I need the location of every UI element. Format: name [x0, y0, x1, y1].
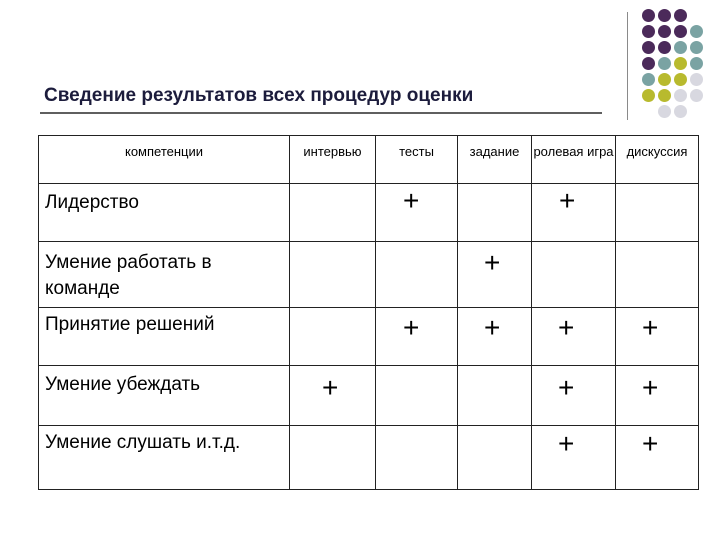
plus-mark: + — [403, 185, 420, 216]
decor-dot — [642, 25, 655, 38]
decor-dot — [658, 9, 671, 22]
table-header-row — [39, 136, 699, 184]
header-role-play: ролевая игра — [533, 144, 614, 159]
plus-mark: + — [322, 372, 339, 403]
table-cell — [532, 366, 616, 426]
table-cell — [376, 426, 458, 490]
decor-dot — [690, 73, 703, 86]
table-row — [39, 308, 699, 366]
plus-mark: + — [558, 428, 575, 459]
table-cell — [376, 366, 458, 426]
plus-mark: + — [403, 312, 420, 343]
header-tests: тесты — [399, 144, 434, 159]
decor-dot — [674, 41, 687, 54]
table-cell — [376, 242, 458, 308]
decor-dot — [674, 9, 687, 22]
decor-dot — [674, 89, 687, 102]
table-cell — [290, 242, 376, 308]
plus-mark: + — [642, 312, 659, 343]
row-label-cell — [39, 242, 290, 308]
decor-dot — [674, 57, 687, 70]
table-cell — [458, 366, 532, 426]
table-cell — [458, 308, 532, 366]
row-label-cell — [39, 426, 290, 490]
decor-dot — [642, 73, 655, 86]
header-cell — [290, 136, 376, 184]
decor-dot — [658, 25, 671, 38]
table-cell — [458, 242, 532, 308]
row-label: Принятие решений — [45, 314, 215, 335]
table-cell — [290, 426, 376, 490]
table-cell — [532, 426, 616, 490]
decor-dot — [642, 9, 655, 22]
row-label: Лидерство — [45, 192, 139, 213]
row-label-cell — [39, 366, 290, 426]
decor-dot — [642, 89, 655, 102]
plus-mark: + — [558, 372, 575, 403]
decor-dot — [674, 73, 687, 86]
table-cell — [376, 308, 458, 366]
decor-dot — [658, 105, 671, 118]
header-cell — [39, 136, 290, 184]
decor-dot — [690, 57, 703, 70]
plus-mark: + — [484, 312, 501, 343]
table-row — [39, 426, 699, 490]
plus-mark: + — [559, 185, 576, 216]
header-cell — [532, 136, 616, 184]
decor-dot-grid — [636, 9, 720, 117]
decor-dot — [658, 41, 671, 54]
table-cell — [376, 184, 458, 242]
decor-dot — [642, 41, 655, 54]
plus-mark: + — [484, 247, 501, 278]
decor-dot — [658, 57, 671, 70]
table-row — [39, 242, 699, 308]
title-underline — [40, 112, 602, 114]
decor-dot — [674, 25, 687, 38]
assessment-table — [38, 135, 699, 490]
header-cell — [616, 136, 699, 184]
table-cell — [616, 426, 699, 490]
header-interview: интервью — [303, 144, 362, 159]
header-task: задание — [469, 144, 520, 159]
plus-mark: + — [642, 428, 659, 459]
decor-dot — [674, 105, 687, 118]
table-cell — [616, 242, 699, 308]
header-competencies: компетенции — [124, 144, 204, 159]
header-discussion: дискуссия — [626, 144, 688, 159]
row-label: Умение слушать и.т.д. — [45, 432, 241, 453]
table-cell — [616, 366, 699, 426]
header-cell — [458, 136, 532, 184]
decor-vertical-line — [627, 12, 628, 120]
table-cell — [458, 426, 532, 490]
table-cell — [290, 366, 376, 426]
plus-mark: + — [642, 372, 659, 403]
decor-dot — [642, 57, 655, 70]
table-cell — [290, 184, 376, 242]
table-cell — [616, 308, 699, 366]
row-label: Умение работать в команде — [45, 252, 212, 299]
decor-dot — [690, 25, 703, 38]
decor-dot — [658, 89, 671, 102]
row-label-cell — [39, 184, 290, 242]
table-row — [39, 366, 699, 426]
decor-dot — [690, 41, 703, 54]
table-cell — [290, 308, 376, 366]
table-cell — [616, 184, 699, 242]
table-cell — [458, 184, 532, 242]
table-cell — [532, 242, 616, 308]
header-cell — [376, 136, 458, 184]
table-row — [39, 184, 699, 242]
decor-dot — [658, 73, 671, 86]
row-label: Умение убеждать — [45, 374, 201, 395]
plus-mark: + — [558, 312, 575, 343]
decor-dot — [690, 89, 703, 102]
table-cell — [532, 184, 616, 242]
table-cell — [532, 308, 616, 366]
page-title: Сведение результатов всех процедур оценки — [44, 85, 474, 106]
row-label-cell — [39, 308, 290, 366]
